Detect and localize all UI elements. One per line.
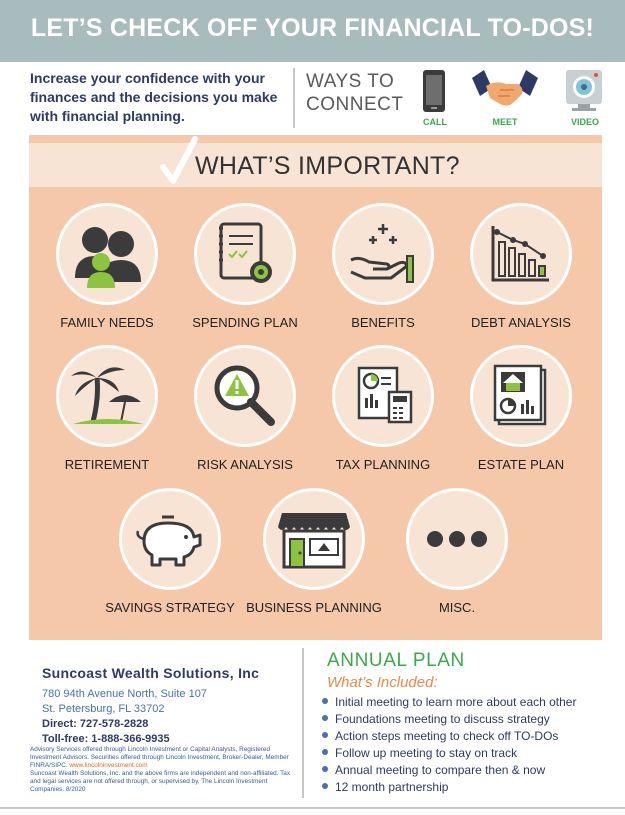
storefront-icon: [266, 491, 362, 587]
company-name: Suncoast Wealth Solutions, Inc: [42, 665, 260, 681]
connect-meet-label: MEET: [492, 117, 518, 127]
connect-video-label: VIDEO: [570, 117, 599, 127]
bullet-icon: [322, 766, 328, 772]
magnifier-warning-icon: [197, 348, 293, 444]
item-label: TAX PLANNING: [335, 457, 431, 472]
palm-tree-icon: [59, 348, 155, 444]
bullet-icon: [322, 749, 328, 755]
bullet-icon: [322, 783, 328, 789]
disclosure-part2: Suncoast Wealth Solutions, Inc. and the above firms are independent and non-affiliated. Tax and legal services are not offered through, or supervised by, The Lincoln Investment Companies. 8/2020: [30, 770, 291, 793]
annual-plan-title: ANNUAL PLAN: [327, 650, 465, 671]
item-misc[interactable]: [382, 488, 532, 618]
whats-important-panel: [29, 135, 602, 640]
direct-phone: Direct: 727-578-2828: [42, 718, 149, 730]
disclosure-text: [30, 746, 300, 794]
address-line2: St. Petersburg, FL 33702: [42, 703, 165, 715]
item-benefits[interactable]: [308, 203, 458, 333]
connect-video[interactable]: [550, 68, 620, 130]
divider: [302, 648, 304, 798]
item-estate-plan[interactable]: [446, 345, 596, 475]
item-risk-analysis[interactable]: [170, 345, 320, 475]
annual-plan-list: [322, 694, 576, 796]
tax-documents-icon: [335, 348, 431, 444]
phone-icon: [400, 68, 470, 116]
handshake-icon: [470, 68, 540, 116]
more-dots-icon: [409, 491, 505, 587]
item-label: ESTATE PLAN: [477, 457, 565, 472]
item-savings-strategy[interactable]: [95, 488, 245, 618]
list-item: Initial meeting to learn more about each other: [322, 694, 576, 711]
item-label: BENEFITS: [351, 315, 415, 330]
connect-call-label: CALL: [423, 117, 447, 127]
list-item: Action steps meeting to check off TO-DOs: [322, 728, 576, 745]
company-info: [42, 665, 292, 747]
family-icon: [59, 206, 155, 302]
address-line1: 780 94th Avenue North, Suite 107: [42, 688, 207, 700]
ways-heading-line2: CONNECT: [306, 94, 404, 115]
item-spending-plan[interactable]: [170, 203, 320, 333]
checkmark-icon: [159, 135, 199, 187]
item-debt-analysis[interactable]: [446, 203, 596, 333]
intro-text: Increase your confidence with your finances and the decisions you make with financial planning.: [30, 70, 278, 124]
item-tax-planning[interactable]: [308, 345, 458, 475]
ways-heading-line1: WAYS TO: [306, 71, 395, 92]
item-label: BUSINESS PLANNING: [246, 600, 382, 615]
item-label: SAVINGS STRATEGY: [105, 600, 235, 615]
piggy-bank-icon: [122, 491, 218, 587]
divider: [293, 68, 295, 128]
page-title: LET’S CHECK OFF YOUR FINANCIAL TO-DOS!: [30, 14, 595, 42]
item-label: FAMILY NEEDS: [60, 315, 154, 330]
list-item: Follow up meeting to stay on track: [322, 745, 576, 762]
list-item: 12 month partnership: [322, 779, 576, 796]
list-item: Annual meeting to compare then & now: [322, 762, 576, 779]
estate-document-icon: [473, 348, 569, 444]
disclosure-url[interactable]: www.lincolninvestment.com: [69, 762, 148, 769]
tollfree-phone: Toll-free: 1-888-366-9935: [42, 733, 170, 745]
item-label: SPENDING PLAN: [192, 315, 298, 330]
item-label: RETIREMENT: [64, 457, 150, 472]
hand-sparkle-icon: [335, 206, 431, 302]
item-label: DEBT ANALYSIS: [471, 315, 571, 330]
bullet-icon: [322, 715, 328, 721]
item-business-planning[interactable]: [239, 488, 389, 618]
item-family-needs[interactable]: [32, 203, 182, 333]
connect-meet[interactable]: [470, 68, 540, 130]
bottom-divider: [0, 807, 625, 809]
annual-plan-subtitle: What’s Included:: [327, 674, 438, 691]
panel-header: [29, 143, 602, 187]
checklist-icon: [197, 206, 293, 302]
declining-chart-icon: [473, 206, 569, 302]
connect-call[interactable]: [400, 68, 470, 130]
item-label: RISK ANALYSIS: [197, 457, 293, 472]
item-retirement[interactable]: [32, 345, 182, 475]
webcam-icon: [550, 68, 620, 116]
whats-important-title: WHAT’S IMPORTANT?: [195, 152, 460, 180]
bullet-icon: [322, 698, 328, 704]
list-item: Foundations meeting to discuss strategy: [322, 711, 576, 728]
item-label: MISC.: [438, 600, 476, 615]
bullet-icon: [322, 732, 328, 738]
disclosure-part1: Advisory Services offered through Lincoln Investment or Capital Analysts, Registered Investment Advisors. Securities offered through Lincoln Investment, Broker-Dealer, Member FINRA/SIPC.: [30, 746, 289, 769]
header-banner: [0, 0, 625, 62]
